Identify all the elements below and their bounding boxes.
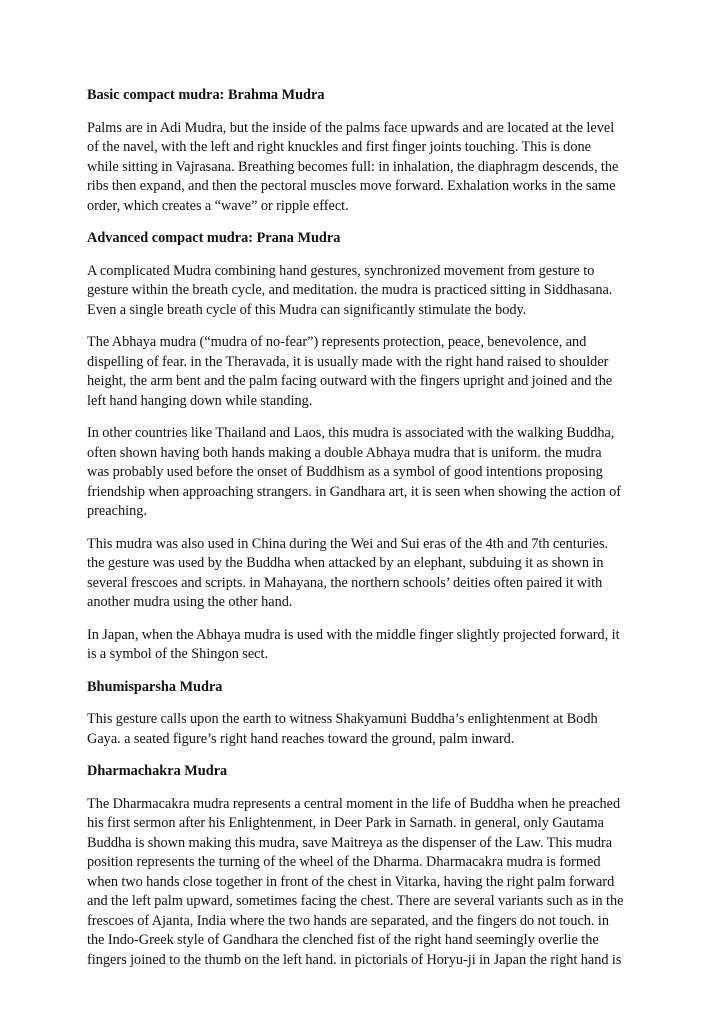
text-line: his first sermon after his Enlightenment, in Deer Park in Sarnath. in general, only Gautama — [87, 815, 604, 831]
text-line: several frescoes and scripts. in Mahayana, the northern schools’ deities often paired it with — [87, 574, 603, 591]
text-line: Buddha is shown making this mudra, save Maitreya as the dispenser of the Law. This mudra — [87, 834, 613, 851]
text-line: is a symbol of the Shingon sect. — [87, 646, 269, 662]
text-line: friendship when approaching strangers. in Gandhara art, it is seen when showing the action of — [87, 483, 621, 500]
text-line: position represents the turning of the wheel of the Dharma. Dharmacakra mudra is formed — [87, 854, 601, 870]
paragraph — [87, 710, 650, 749]
text-line: order, which creates a “wave” or ripple effect. — [87, 197, 349, 214]
text-line: of the navel, with the left and right knuckles and first finger joints touching. This is done — [87, 139, 591, 155]
text-line: while sitting in Vajrasana. Breathing becomes full: in inhalation, the diaphragm descends, the — [87, 158, 619, 175]
section-heading: Dharmachakra Mudra — [87, 763, 228, 779]
text-line: This mudra was also used in China during the Wei and Sui eras of the 4th and 7th centuries. — [87, 535, 609, 552]
text-line: was probably used before the onset of Buddhism as a symbol of good intentions proposing — [87, 464, 603, 480]
paragraph — [87, 333, 650, 411]
text-line: frescoes of Ajanta, India where the two hands are separated, and the fingers do not touch. in — [87, 912, 610, 929]
text-line: The Dharmacakra mudra represents a central moment in the life of Buddha when he preached — [87, 795, 621, 812]
text-line: Even a single breath cycle of this Mudra can significantly stimulate the body. — [87, 301, 527, 318]
text-line: the gesture was used by the Buddha when attacked by an elephant, subduing it as shown in — [87, 555, 604, 571]
text-line: The Abhaya mudra (“mudra of no-fear”) represents protection, peace, benevolence, and — [87, 334, 587, 350]
paragraph — [87, 424, 650, 522]
paragraph — [87, 262, 650, 321]
section-heading: Bhumisparsha Mudra — [87, 678, 223, 695]
text-line: preaching. — [87, 503, 147, 519]
text-line: and the left palm upward, sometimes facing the chest. There are several variants such as in the — [87, 893, 624, 909]
paragraph — [87, 795, 650, 971]
text-line: height, the arm bent and the palm facing outward with the fingers upright and joined and the — [87, 373, 613, 389]
text-line: Palms are in Adi Mudra, but the inside of the palms face upwards and are located at the level — [87, 119, 615, 136]
text-line: another mudra using the other hand. — [87, 594, 293, 610]
text-line: when two hands close together in front of the chest in Vitarka, having the right palm forward — [87, 873, 615, 890]
paragraph — [87, 535, 650, 613]
text-line: the Indo-Greek style of Gandhara the clenched fist of the right hand seemingly overlie the — [87, 932, 599, 948]
paragraph — [87, 626, 650, 665]
text-line: In other countries like Thailand and Laos, this mudra is associated with the walking Buddha, — [87, 425, 615, 441]
text-line: In Japan, when the Abhaya mudra is used with the middle finger slightly projected forward, it — [87, 626, 620, 643]
section-heading: Advanced compact mudra: Prana Mudra — [87, 230, 341, 246]
text-line: Gaya. a seated figure’s right hand reaches toward the ground, palm inward. — [87, 730, 515, 747]
text-line: ribs then expand, and then the pectoral muscles move forward. Exhalation works in the same — [87, 178, 616, 194]
text-line: A complicated Mudra combining hand gestures, synchronized movement from gesture to — [87, 262, 595, 279]
text-line: fingers joined to the thumb on the left hand. in pictorials of Horyu-ji in Japan the right hand is — [87, 951, 622, 968]
text-line: dispelling of fear. in the Theravada, it is usually made with the right hand raised to shoulder — [87, 353, 609, 370]
paragraph — [87, 119, 650, 217]
text-line: left hand hanging down while standing. — [87, 392, 313, 409]
text-line: gesture within the breath cycle, and meditation. the mudra is practiced sitting in Siddhasana. — [87, 282, 613, 298]
section-heading: Basic compact mudra: Brahma Mudra — [87, 87, 325, 103]
text-line: This gesture calls upon the earth to witness Shakyamuni Buddha’s enlightenment at Bodh — [87, 711, 598, 727]
text-line: often shown having both hands making a double Abhaya mudra that is uniform. the mudra — [87, 444, 602, 461]
